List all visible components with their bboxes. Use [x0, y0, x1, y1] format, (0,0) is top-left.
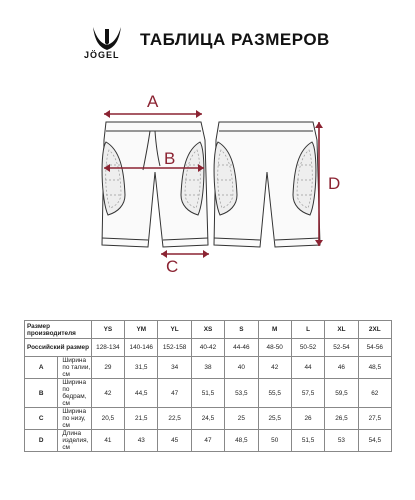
- size-cell: 2XL: [358, 321, 391, 339]
- size-cell: L: [291, 321, 324, 339]
- value-cell: 43: [125, 430, 158, 452]
- value-cell: 47: [191, 430, 224, 452]
- russian-size-cell: 52-54: [325, 339, 358, 357]
- russian-size-cell: 44-46: [225, 339, 258, 357]
- shorts-front: [102, 122, 208, 247]
- brand-name: JÖGEL: [84, 50, 120, 60]
- value-cell: 46: [325, 357, 358, 379]
- row-label: Ширина по бедрам, см: [58, 379, 91, 408]
- table-row: [25, 430, 392, 452]
- table-row: [25, 408, 392, 430]
- row-letter: C: [25, 408, 58, 430]
- value-cell: 47: [158, 379, 191, 408]
- value-cell: 20,5: [91, 408, 124, 430]
- measure-b-label: B: [164, 149, 176, 168]
- row-letter: A: [25, 357, 58, 379]
- value-cell: 45: [158, 430, 191, 452]
- value-cell: 54,5: [358, 430, 391, 452]
- table-row: [25, 357, 392, 379]
- value-cell: 31,5: [125, 357, 158, 379]
- row-label: Ширина по талии, см: [58, 357, 91, 379]
- value-cell: 50: [258, 430, 291, 452]
- russian-size-row: [25, 339, 392, 357]
- row-label: Ширина по низу, см: [58, 408, 91, 430]
- value-cell: 21,5: [125, 408, 158, 430]
- table-header-row: [25, 321, 392, 339]
- size-cell: XS: [191, 321, 224, 339]
- russian-size-cell: 54-56: [358, 339, 391, 357]
- row-letter: B: [25, 379, 58, 408]
- value-cell: 25: [225, 408, 258, 430]
- value-cell: 44,5: [125, 379, 158, 408]
- russian-size-cell: 152-158: [158, 339, 191, 357]
- russian-size-cell: 140-146: [125, 339, 158, 357]
- value-cell: 48,5: [225, 430, 258, 452]
- value-cell: 51,5: [191, 379, 224, 408]
- russian-size-cell: 50-52: [291, 339, 324, 357]
- row-letter: D: [25, 430, 58, 452]
- value-cell: 51,5: [291, 430, 324, 452]
- value-cell: 42: [91, 379, 124, 408]
- size-cell: S: [225, 321, 258, 339]
- value-cell: 57,5: [291, 379, 324, 408]
- value-cell: 26,5: [325, 408, 358, 430]
- value-cell: 42: [258, 357, 291, 379]
- value-cell: 24,5: [191, 408, 224, 430]
- size-cell: YS: [91, 321, 124, 339]
- value-cell: 44: [291, 357, 324, 379]
- value-cell: 55,5: [258, 379, 291, 408]
- size-cell: YM: [125, 321, 158, 339]
- value-cell: 59,5: [325, 379, 358, 408]
- russian-size-label: Российский размер: [25, 339, 92, 357]
- value-cell: 25,5: [258, 408, 291, 430]
- measure-a-label: A: [147, 92, 159, 111]
- shorts-back: [214, 122, 320, 247]
- value-cell: 48,5: [358, 357, 391, 379]
- value-cell: 40: [225, 357, 258, 379]
- size-cell: M: [258, 321, 291, 339]
- value-cell: 22,5: [158, 408, 191, 430]
- measure-c-label: C: [166, 257, 179, 276]
- value-cell: 26: [291, 408, 324, 430]
- value-cell: 53: [325, 430, 358, 452]
- value-cell: 62: [358, 379, 391, 408]
- manufacturer-size-label: Размер производителя: [25, 321, 92, 339]
- page-title: ТАБЛИЦА РАЗМЕРОВ: [140, 30, 330, 49]
- russian-size-cell: 128-134: [91, 339, 124, 357]
- value-cell: 34: [158, 357, 191, 379]
- value-cell: 53,5: [225, 379, 258, 408]
- table-row: [25, 379, 392, 408]
- measure-d-label: D: [328, 174, 341, 193]
- size-cell: XL: [325, 321, 358, 339]
- value-cell: 27,5: [358, 408, 391, 430]
- value-cell: 41: [91, 430, 124, 452]
- row-label: Длина изделия, см: [58, 430, 91, 452]
- size-cell: YL: [158, 321, 191, 339]
- russian-size-cell: 40-42: [191, 339, 224, 357]
- size-table: [24, 320, 392, 452]
- russian-size-cell: 48-50: [258, 339, 291, 357]
- value-cell: 29: [91, 357, 124, 379]
- value-cell: 38: [191, 357, 224, 379]
